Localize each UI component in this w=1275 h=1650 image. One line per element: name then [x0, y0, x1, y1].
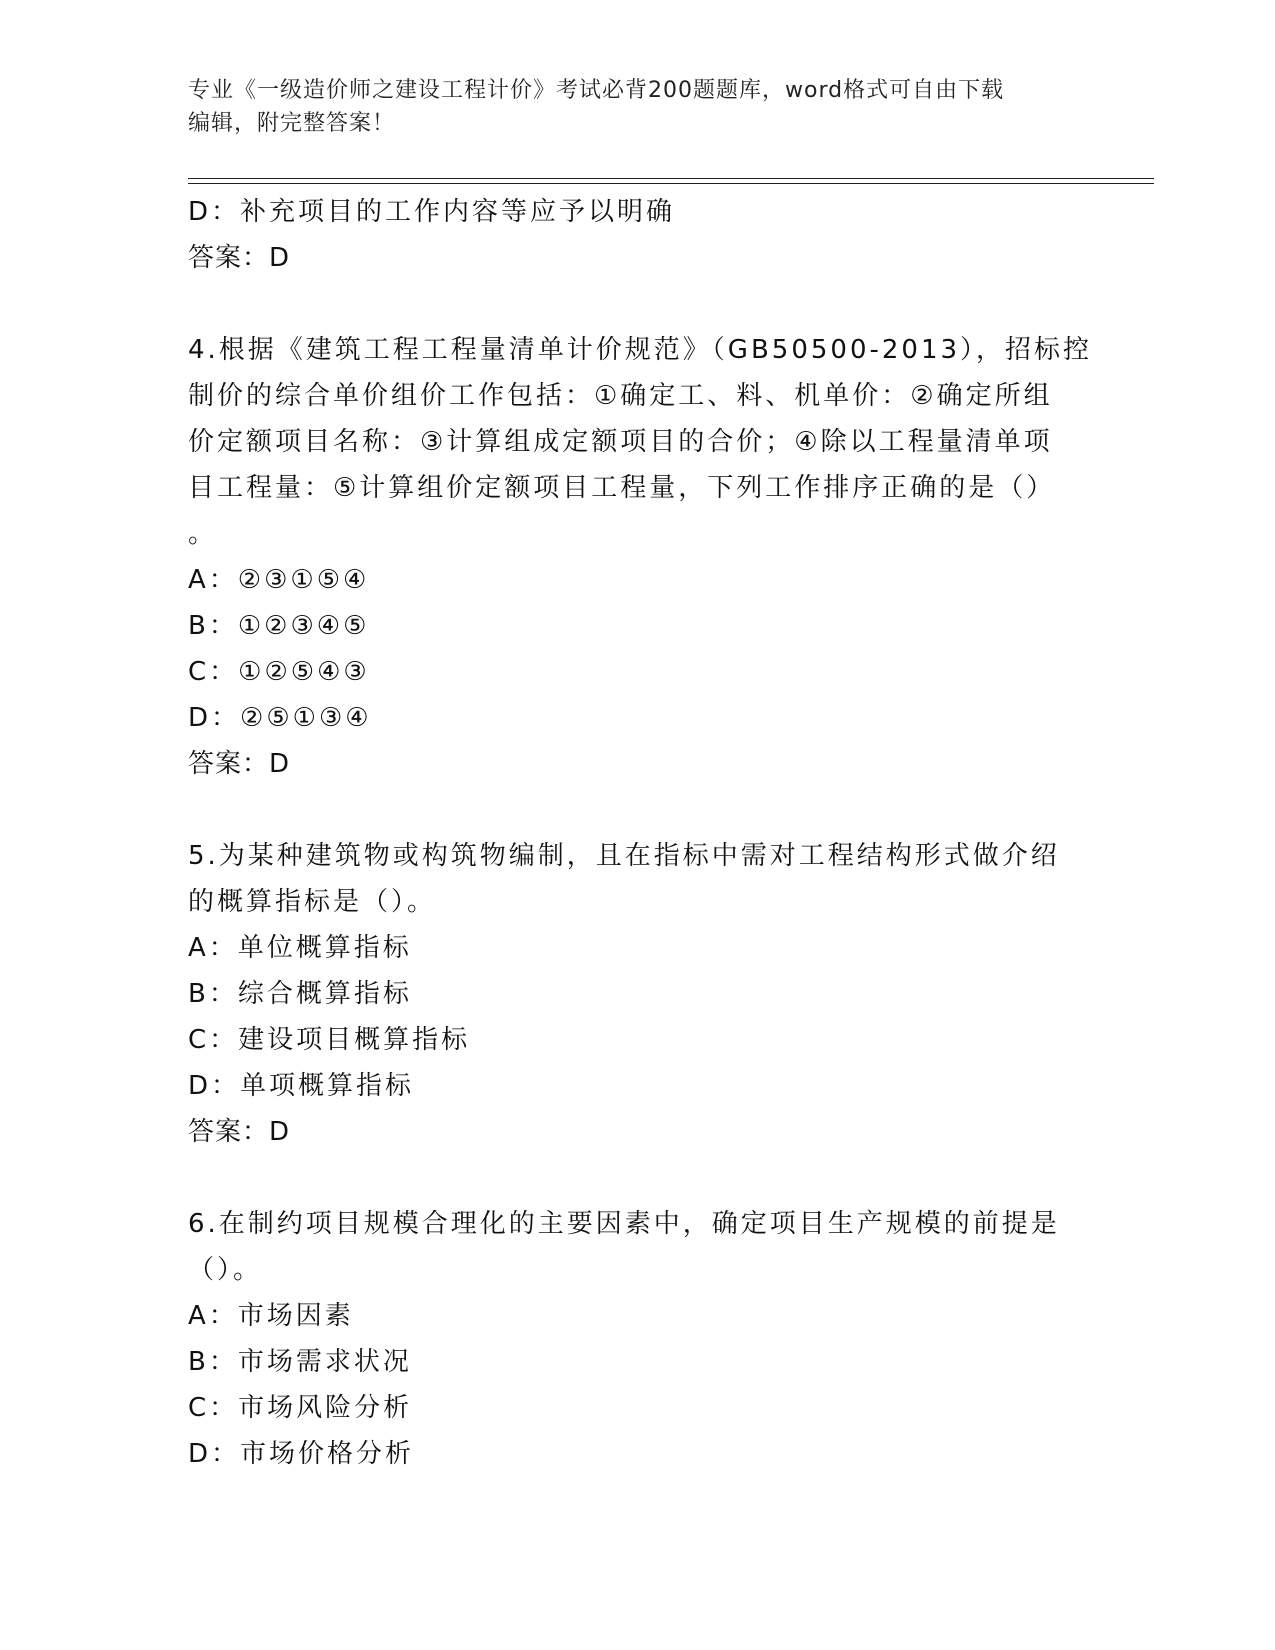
spacer — [188, 281, 1068, 327]
question-5 — [188, 833, 1068, 1155]
q6-text-line-1: 6.在制约项目规模合理化的主要因素中，确定项目生产规模的前提是 — [188, 1209, 1060, 1239]
q5-option-b: B：综合概算指标 — [188, 979, 412, 1009]
q6-option-c: C：市场风险分析 — [188, 1393, 413, 1423]
q4-option-d: D：②⑤①③④ — [188, 703, 372, 733]
question-6 — [188, 1201, 1068, 1477]
q4-answer: 答案：D — [188, 749, 291, 779]
q6-option-b: B：市场需求状况 — [188, 1347, 412, 1377]
q6-option-d: D：市场价格分析 — [188, 1439, 415, 1469]
q5-option-d: D：单项概算指标 — [188, 1071, 415, 1101]
header-line-1: 专业《一级造价师之建设工程计价》考试必背200题题库，word格式可自由下载 — [188, 78, 1005, 103]
q3-answer: 答案：D — [188, 243, 291, 273]
header-line-2: 编辑，附完整答案！ — [188, 111, 396, 136]
q5-option-a: A：单位概算指标 — [188, 933, 412, 963]
q4-option-a: A：②③①⑤④ — [188, 565, 370, 595]
q4-text-line-3: 价定额项目名称：③计算组成定额项目的合价；④除以工程量清单项 — [188, 427, 1053, 457]
q4-option-b: B：①②③④⑤ — [188, 611, 370, 641]
q5-option-c: C：建设项目概算指标 — [188, 1025, 471, 1055]
q4-text-line-1: 4.根据《建筑工程工程量清单计价规范》（GB50500-2013），招标控 — [188, 335, 1093, 365]
q3-option-d: D：补充项目的工作内容等应予以明确 — [188, 197, 676, 227]
page-header — [188, 74, 1088, 140]
question-4 — [188, 327, 1093, 787]
q6-text-line-2: （）。 — [188, 1255, 263, 1285]
q6-option-a: A：市场因素 — [188, 1301, 354, 1331]
header-divider-top — [188, 178, 1154, 179]
q5-text-line-1: 5.为某种建筑物或构筑物编制，且在指标中需对工程结构形式做介绍 — [188, 841, 1060, 871]
q4-text-line-4: 目工程量：⑤计算组价定额项目工程量，下列工作排序正确的是（） — [188, 473, 1056, 503]
q4-text-line-5: 。 — [188, 519, 218, 549]
q4-text-line-2: 制价的综合单价组价工作包括：①确定工、料、机单价：②确定所组 — [188, 381, 1053, 411]
q4-option-c: C：①②⑤④③ — [188, 657, 370, 687]
question-content — [188, 189, 1093, 1477]
header-divider-bottom — [188, 183, 1154, 184]
q5-text-line-2: 的概算指标是（）。 — [188, 887, 437, 917]
q5-answer: 答案：D — [188, 1117, 291, 1147]
spacer — [188, 1155, 1068, 1201]
spacer — [188, 787, 1068, 833]
